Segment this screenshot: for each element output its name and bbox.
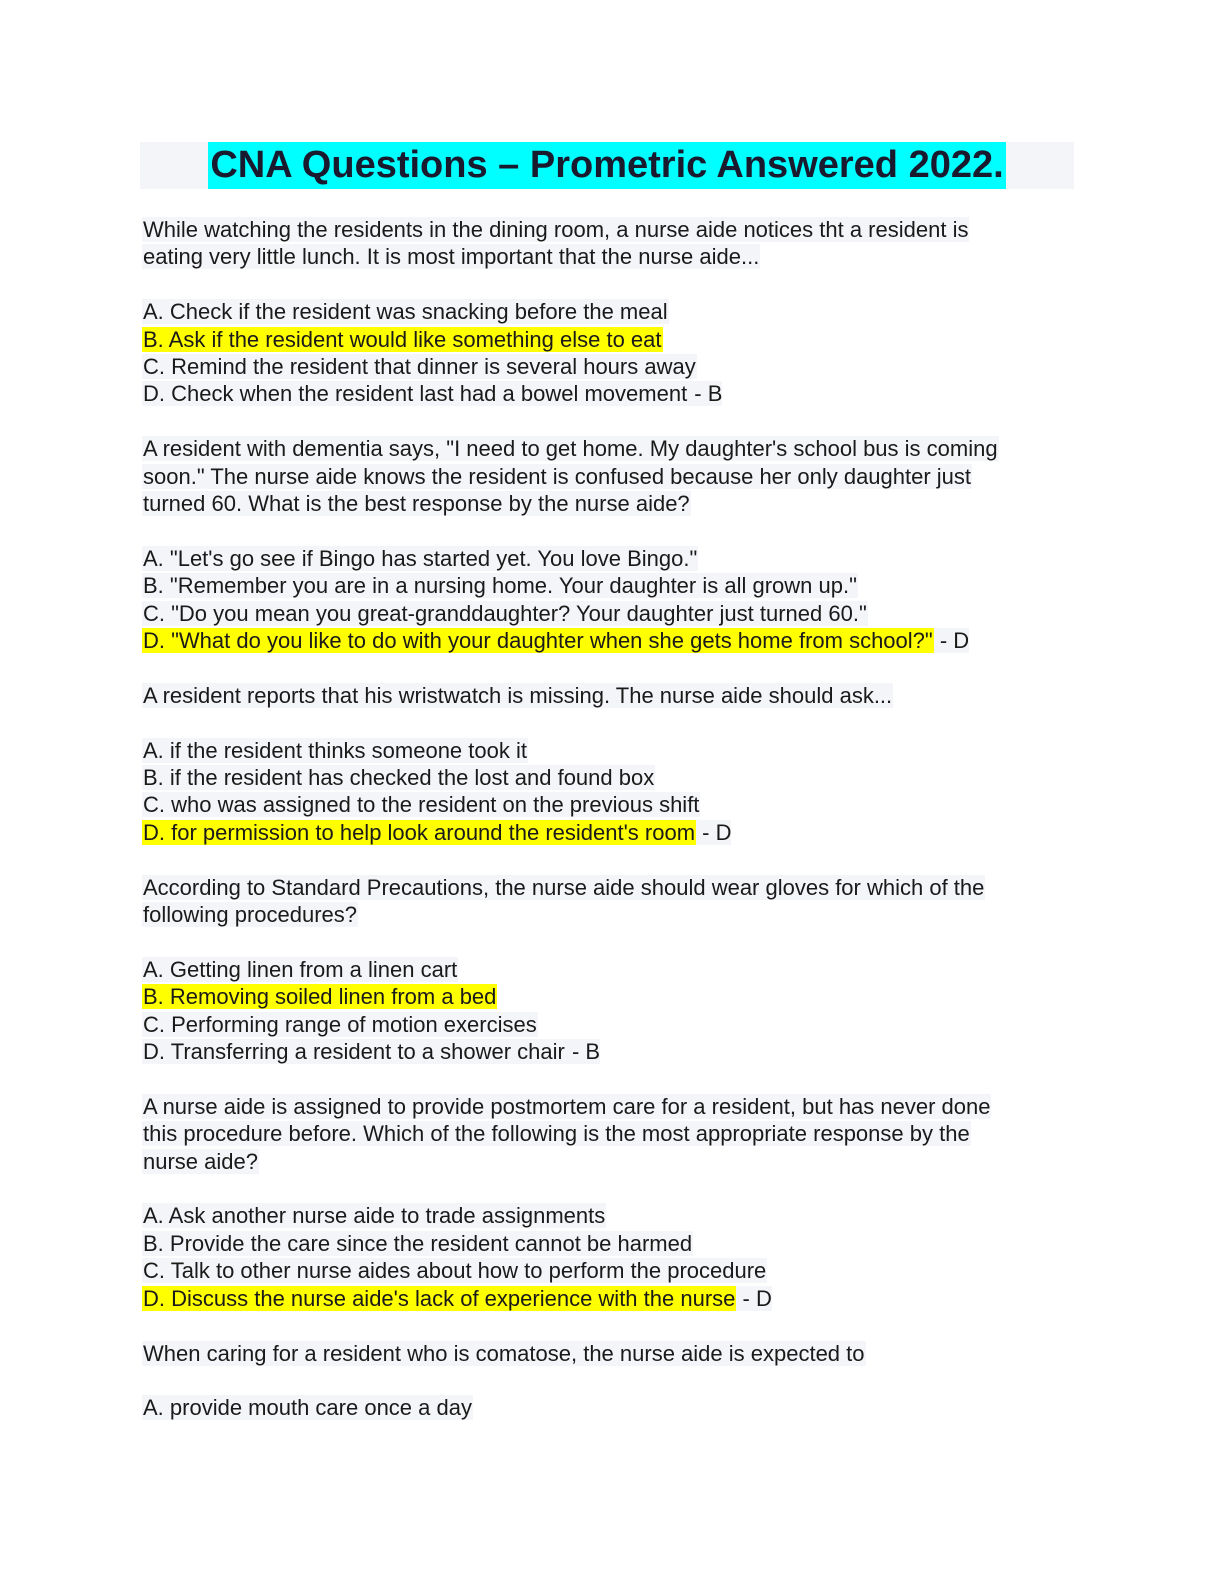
question-5 (142, 1093, 1082, 1312)
answer-option: C. Remind the resident that dinner is several hours away (143, 354, 696, 380)
answer-option: A. provide mouth care once a day (143, 1395, 472, 1421)
title-bar (140, 142, 1074, 189)
question-prompt-line: According to Standard Precautions, the nurse aide should wear gloves for which of the (143, 874, 985, 900)
answer-option: A. Check if the resident was snacking before the meal (143, 299, 668, 325)
answer-option: B. Provide the care since the resident cannot be harmed (143, 1230, 693, 1256)
question-2 (142, 435, 1082, 654)
answer-key: - D (736, 1285, 772, 1311)
answer-option: A. "Let's go see if Bingo has started yet. You love Bingo." (143, 545, 698, 571)
question-prompt-line: A resident reports that his wristwatch is missing. The nurse aide should ask... (143, 682, 893, 708)
answer-option: B. "Remember you are in a nursing home. Your daughter is all grown up." (143, 573, 857, 599)
question-prompt-line: A resident with dementia says, "I need to get home. My daughter's school bus is coming (143, 436, 998, 462)
question-4 (142, 874, 1082, 1066)
question-1 (142, 216, 1082, 408)
answer-option: A. if the resident thinks someone took it (143, 737, 527, 763)
answer-option: D. Transferring a resident to a shower chair - B (143, 1039, 601, 1065)
question-prompt-line: When caring for a resident who is comatose, the nurse aide is expected to (143, 1340, 865, 1366)
answer-option: C. "Do you mean you great-granddaughter? Your daughter just turned 60." (143, 600, 867, 626)
answer-option-correct: D. for permission to help look around the resident's room - D (143, 819, 732, 845)
answer-option: B. if the resident has checked the lost and found box (143, 765, 655, 791)
answer-option-correct: D. Discuss the nurse aide's lack of experience with the nurse - D (143, 1285, 772, 1311)
question-prompt-line: eating very little lunch. It is most important that the nurse aide... (143, 244, 760, 270)
answer-option-correct: D. "What do you like to do with your daughter when she gets home from school?" - D (143, 628, 970, 654)
question-prompt-line: turned 60. What is the best response by the nurse aide? (143, 491, 690, 517)
question-prompt-line: following procedures? (143, 902, 358, 928)
question-6 (142, 1340, 1082, 1422)
answer-option: C. Talk to other nurse aides about how to perform the procedure (143, 1258, 767, 1284)
answer-key: - B (565, 1039, 601, 1065)
answer-option: C. Performing range of motion exercises (143, 1011, 537, 1037)
answer-option: D. Check when the resident last had a bowel movement - B (143, 381, 723, 407)
question-prompt-line: this procedure before. Which of the following is the most appropriate response by the (143, 1121, 970, 1147)
question-prompt-line: nurse aide? (143, 1148, 258, 1174)
question-prompt-line: soon." The nurse aide knows the resident is confused because her only daughter just (143, 463, 972, 489)
question-prompt-line: A nurse aide is assigned to provide postmortem care for a resident, but has never done (143, 1093, 991, 1119)
answer-option: A. Ask another nurse aide to trade assignments (143, 1203, 606, 1229)
answer-key: - D (933, 628, 970, 654)
question-prompt-line: While watching the residents in the dining room, a nurse aide notices tht a resident is (143, 217, 969, 242)
document-body (142, 216, 1082, 1422)
answer-option: C. who was assigned to the resident on the previous shift (143, 792, 700, 818)
question-3 (142, 682, 1082, 846)
answer-option-correct: B. Removing soiled linen from a bed (143, 984, 497, 1010)
answer-option: A. Getting linen from a linen cart (143, 956, 458, 982)
answer-key: - D (696, 819, 732, 845)
document-title: CNA Questions – Prometric Answered 2022. (208, 142, 1005, 189)
answer-option-correct: B. Ask if the resident would like something else to eat (143, 326, 662, 352)
answer-key: - B (688, 381, 723, 407)
